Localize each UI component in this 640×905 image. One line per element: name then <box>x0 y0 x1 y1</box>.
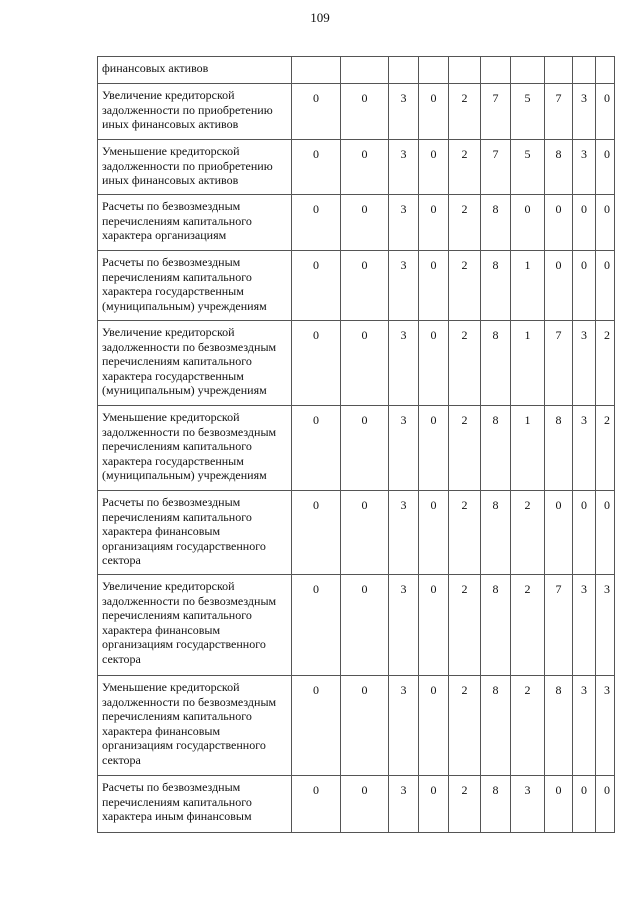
code-digit: 3 <box>573 84 596 140</box>
code-digit: 7 <box>545 575 573 676</box>
code-digit: 1 <box>511 251 545 321</box>
code-digit: 0 <box>419 776 449 833</box>
code-digit: 0 <box>419 406 449 491</box>
code-digit: 3 <box>573 321 596 406</box>
code-digit: 0 <box>596 491 615 575</box>
table-row <box>98 57 615 84</box>
code-digit: 2 <box>596 321 615 406</box>
code-digit: 8 <box>545 140 573 195</box>
code-digit: 0 <box>292 676 341 776</box>
code-digit: 0 <box>573 491 596 575</box>
code-digit: 8 <box>545 406 573 491</box>
code-digit: 3 <box>511 776 545 833</box>
row-label: Уменьшение кредиторской задолженности по приобретению иных финансовых активов <box>98 140 292 195</box>
code-digit: 8 <box>481 676 511 776</box>
code-digit: 0 <box>573 195 596 251</box>
code-digit: 2 <box>449 676 481 776</box>
code-digit <box>389 57 419 84</box>
code-digit: 1 <box>511 406 545 491</box>
code-digit: 0 <box>292 406 341 491</box>
code-digit: 0 <box>596 140 615 195</box>
row-label: Расчеты по безвозмездным перечислениям капитального характера государственным (муниципальным) учреждениям <box>98 251 292 321</box>
code-digit: 2 <box>511 676 545 776</box>
page-number: 109 <box>310 10 330 25</box>
row-label: Уменьшение кредиторской задолженности по безвозмездным перечислениям капитального характера государственным (муниципальным) учреждениям <box>98 406 292 491</box>
accounts-table <box>97 56 615 833</box>
code-digit: 5 <box>511 84 545 140</box>
code-digit <box>545 57 573 84</box>
code-digit: 7 <box>545 84 573 140</box>
table-row <box>98 575 615 676</box>
table-row <box>98 251 615 321</box>
row-label: Расчеты по безвозмездным перечислениям капитального характера финансовым организациям государственного сектора <box>98 491 292 575</box>
code-digit: 3 <box>389 575 419 676</box>
code-digit: 3 <box>389 321 419 406</box>
code-digit: 0 <box>341 321 389 406</box>
code-digit: 0 <box>341 491 389 575</box>
code-digit: 0 <box>292 321 341 406</box>
code-digit: 0 <box>419 251 449 321</box>
row-label: Увеличение кредиторской задолженности по безвозмездным перечислениям капитального характера финансовым организациям государственного сектора <box>98 575 292 676</box>
code-digit: 8 <box>481 251 511 321</box>
code-digit: 0 <box>341 575 389 676</box>
code-digit: 0 <box>292 776 341 833</box>
code-digit: 0 <box>341 140 389 195</box>
code-digit: 0 <box>292 575 341 676</box>
code-digit: 2 <box>449 321 481 406</box>
code-digit: 7 <box>545 321 573 406</box>
code-digit: 8 <box>481 491 511 575</box>
code-digit: 0 <box>419 676 449 776</box>
code-digit: 2 <box>511 491 545 575</box>
code-digit: 8 <box>481 321 511 406</box>
code-digit <box>596 57 615 84</box>
table-row <box>98 140 615 195</box>
table-row <box>98 195 615 251</box>
code-digit <box>481 57 511 84</box>
code-digit: 0 <box>596 251 615 321</box>
code-digit: 0 <box>419 321 449 406</box>
code-digit: 8 <box>481 406 511 491</box>
code-digit: 2 <box>449 575 481 676</box>
table-row <box>98 321 615 406</box>
code-digit: 2 <box>449 251 481 321</box>
code-digit: 3 <box>389 676 419 776</box>
code-digit: 0 <box>545 491 573 575</box>
row-label: финансовых активов <box>98 57 292 84</box>
code-digit: 8 <box>481 195 511 251</box>
code-digit: 0 <box>341 676 389 776</box>
code-digit <box>449 57 481 84</box>
code-digit: 0 <box>545 251 573 321</box>
code-digit: 1 <box>511 321 545 406</box>
code-digit <box>341 57 389 84</box>
code-digit: 0 <box>292 140 341 195</box>
code-digit: 8 <box>481 575 511 676</box>
code-digit: 3 <box>596 676 615 776</box>
code-digit: 2 <box>449 140 481 195</box>
code-digit <box>419 57 449 84</box>
code-digit: 0 <box>511 195 545 251</box>
code-digit: 2 <box>449 84 481 140</box>
code-digit <box>511 57 545 84</box>
code-digit: 0 <box>596 84 615 140</box>
code-digit: 2 <box>511 575 545 676</box>
code-digit: 3 <box>389 406 419 491</box>
code-digit: 0 <box>419 195 449 251</box>
row-label: Увеличение кредиторской задолженности по приобретению иных финансовых активов <box>98 84 292 140</box>
code-digit: 0 <box>341 195 389 251</box>
table-row <box>98 406 615 491</box>
code-digit: 0 <box>419 491 449 575</box>
code-digit: 3 <box>389 140 419 195</box>
row-label: Расчеты по безвозмездным перечислениям капитального характера иным финансовым <box>98 776 292 833</box>
code-digit: 2 <box>449 776 481 833</box>
code-digit: 2 <box>449 195 481 251</box>
table-row <box>98 84 615 140</box>
code-digit: 3 <box>389 251 419 321</box>
code-digit: 3 <box>573 676 596 776</box>
code-digit: 0 <box>419 575 449 676</box>
code-digit: 3 <box>596 575 615 676</box>
code-digit: 0 <box>596 195 615 251</box>
table-row <box>98 776 615 833</box>
code-digit: 0 <box>545 776 573 833</box>
code-digit: 3 <box>389 195 419 251</box>
row-label: Расчеты по безвозмездным перечислениям капитального характера организациям <box>98 195 292 251</box>
code-digit: 0 <box>292 84 341 140</box>
code-digit: 0 <box>292 491 341 575</box>
code-digit: 2 <box>596 406 615 491</box>
code-digit: 0 <box>341 84 389 140</box>
code-digit: 2 <box>449 406 481 491</box>
code-digit: 0 <box>573 776 596 833</box>
code-digit: 0 <box>419 84 449 140</box>
code-digit: 8 <box>481 776 511 833</box>
code-digit: 0 <box>596 776 615 833</box>
code-digit: 0 <box>292 251 341 321</box>
code-digit: 8 <box>545 676 573 776</box>
code-digit: 3 <box>573 575 596 676</box>
code-digit: 0 <box>341 251 389 321</box>
code-digit: 0 <box>341 406 389 491</box>
code-digit: 3 <box>573 140 596 195</box>
code-digit: 3 <box>389 776 419 833</box>
code-digit <box>292 57 341 84</box>
code-digit <box>573 57 596 84</box>
code-digit: 0 <box>341 776 389 833</box>
table-row <box>98 676 615 776</box>
row-label: Увеличение кредиторской задолженности по безвозмездным перечислениям капитального характера государственным (муниципальным) учреждениям <box>98 321 292 406</box>
code-digit: 0 <box>419 140 449 195</box>
code-digit: 0 <box>292 195 341 251</box>
code-digit: 3 <box>389 491 419 575</box>
code-digit: 7 <box>481 84 511 140</box>
code-digit: 0 <box>573 251 596 321</box>
code-digit: 3 <box>389 84 419 140</box>
row-label: Уменьшение кредиторской задолженности по безвозмездным перечислениям капитального характера финансовым организациям государственного сектора <box>98 676 292 776</box>
code-digit: 0 <box>545 195 573 251</box>
code-digit: 7 <box>481 140 511 195</box>
code-digit: 3 <box>573 406 596 491</box>
code-digit: 2 <box>449 491 481 575</box>
code-digit: 5 <box>511 140 545 195</box>
table-row <box>98 491 615 575</box>
